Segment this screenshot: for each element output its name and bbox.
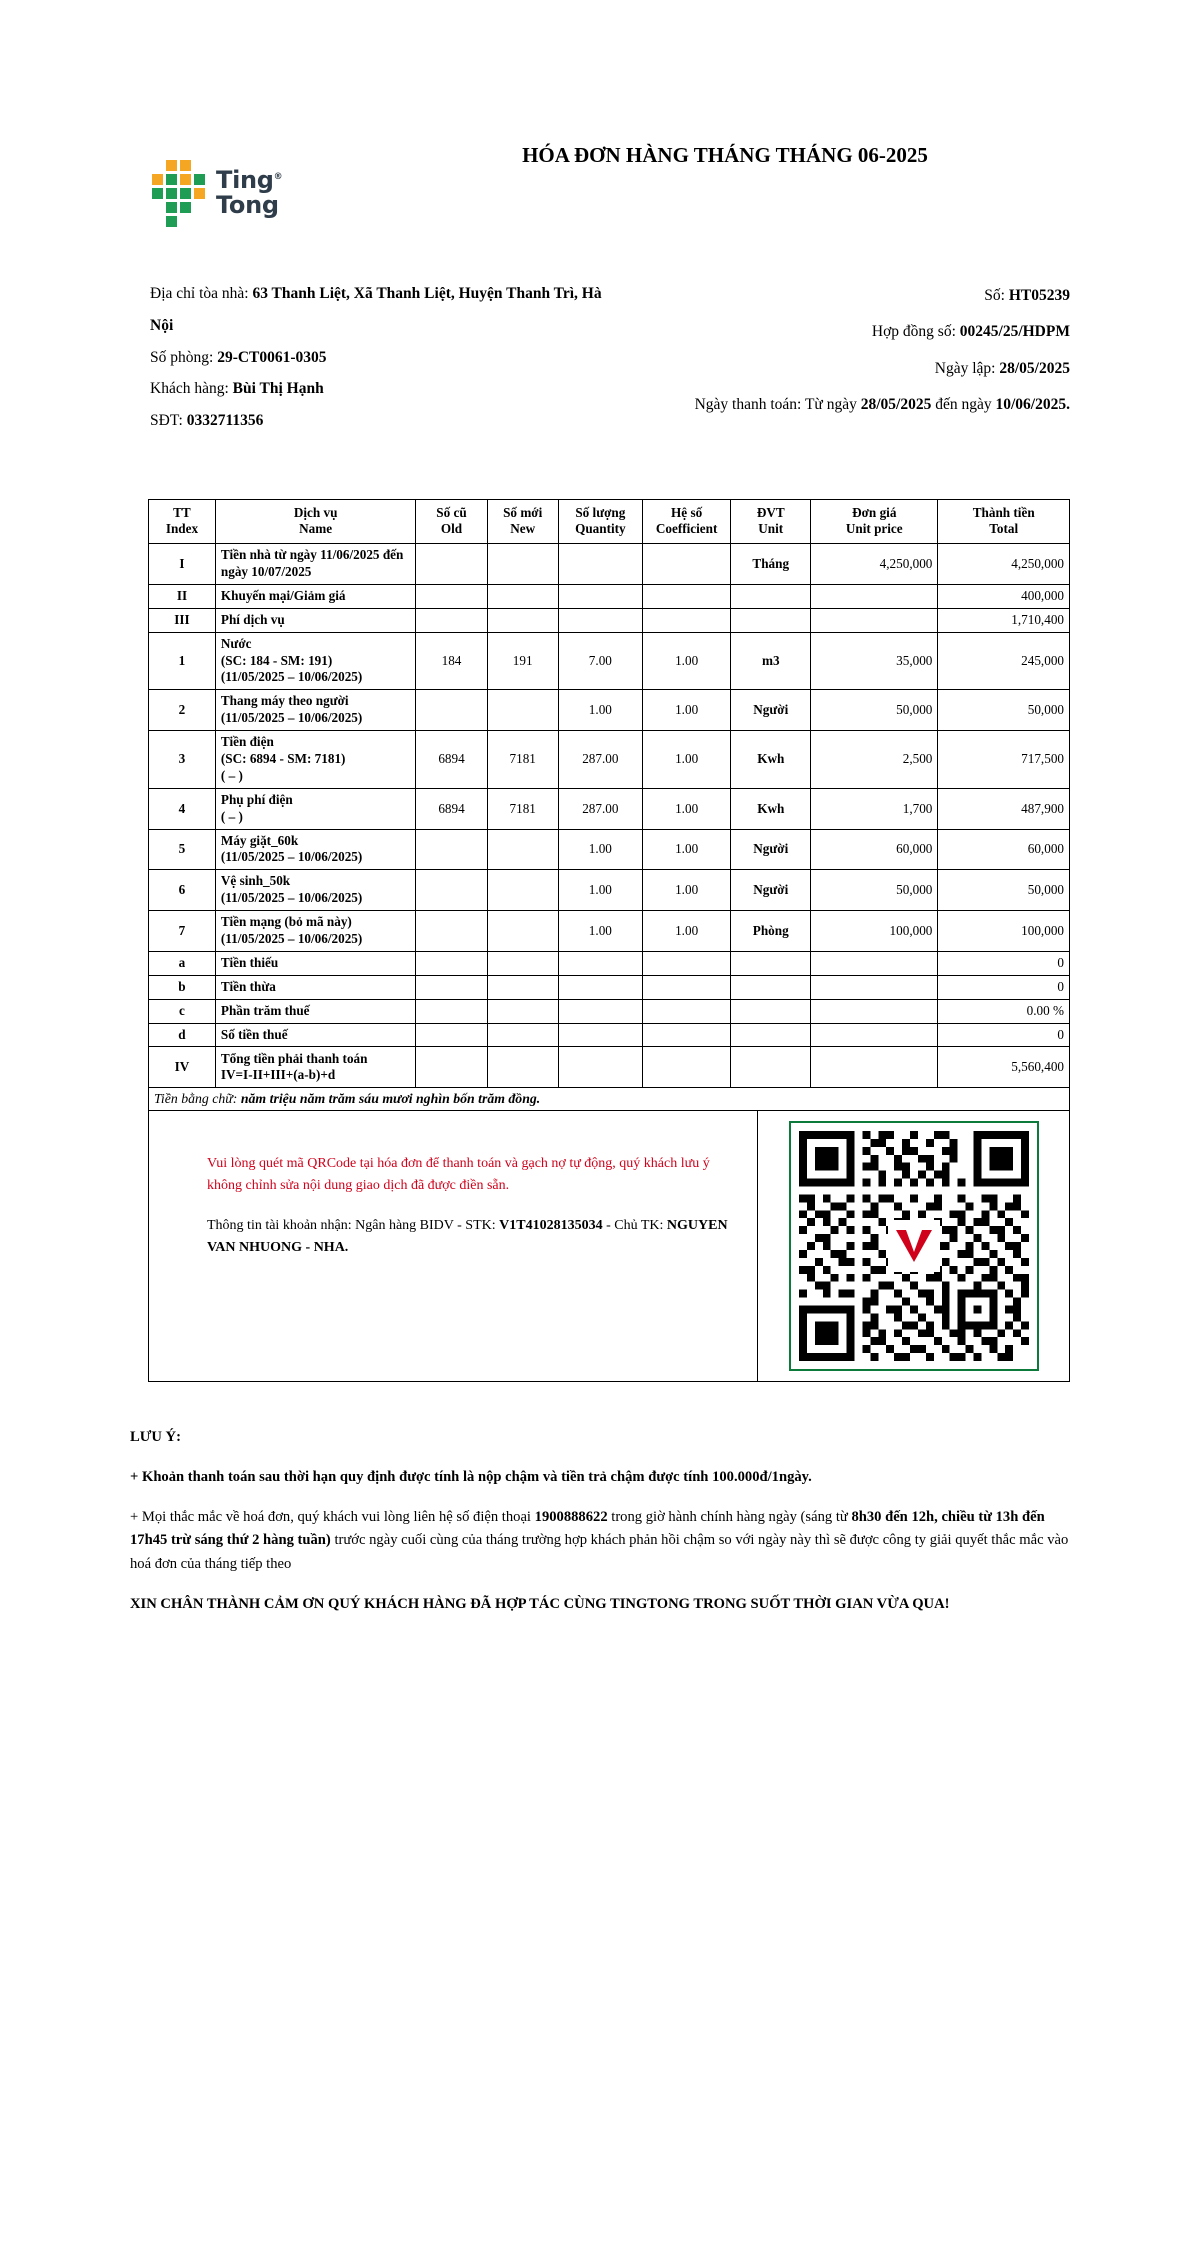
note-hotline-c: trước ngày cuối cùng của tháng trường hợp khách phản hồi chậm so với ngày này thì sẽ được công ty giải quyết thắc mắc vào hoá đơn của tháng tiếp theo	[130, 1532, 1069, 1572]
row-unit	[731, 608, 811, 632]
col-new	[487, 499, 558, 543]
row-quantity: 1.00	[558, 690, 642, 731]
row-unit-price: 35,000	[811, 632, 938, 690]
row-service-name: Nước	[220, 635, 252, 651]
row-index: II	[149, 584, 216, 608]
col-index	[149, 499, 216, 543]
brand-line-1: Ting	[216, 165, 274, 194]
row-old	[416, 608, 487, 632]
invoice-table-wrap	[0, 437, 1200, 1383]
row-quantity	[558, 951, 642, 975]
row-total: 245,000	[938, 632, 1070, 690]
row-service	[215, 543, 416, 584]
col-unit-price	[811, 499, 938, 543]
row-new	[487, 999, 558, 1023]
row-old	[416, 870, 487, 911]
customer-phone	[150, 405, 628, 437]
row-old	[416, 975, 487, 999]
col-service	[215, 499, 416, 543]
row-service	[215, 690, 416, 731]
note-hotline-a: + Mọi thắc mắc về hoá đơn, quý khách vui lòng liên hệ số điện thoại	[130, 1508, 531, 1525]
note-late-payment	[130, 1466, 1070, 1490]
table-row	[149, 911, 1070, 952]
row-service-name: Tiền nhà từ ngày 11/06/2025 đến ngày 10/07/2025	[220, 546, 404, 579]
tingtong-logo-icon	[150, 160, 208, 226]
bank-info-mid: - Chủ TK:	[606, 1217, 664, 1233]
row-total: 4,250,000	[938, 543, 1070, 584]
contract-number-value: 00245/25/HDPM	[959, 323, 1070, 341]
row-quantity	[558, 584, 642, 608]
row-total: 50,000	[938, 690, 1070, 731]
col-service-line2: Name	[299, 521, 333, 537]
row-quantity: 287.00	[558, 731, 642, 789]
brand-registered-mark: ®	[273, 171, 283, 182]
row-service-name: Tiền thừa	[220, 978, 276, 994]
col-old-line2: Old	[440, 521, 463, 537]
row-new	[487, 911, 558, 952]
invoice-meta-left	[150, 278, 628, 437]
payment-qr-block	[148, 1111, 1070, 1382]
row-service-detail: (11/05/2025 – 10/06/2025)	[220, 710, 363, 726]
invoice-number	[628, 278, 1070, 314]
building-address-value: 63 Thanh Liệt, Xã Thanh Liệt, Huyện Thanh Trì, Hà Nội	[150, 285, 602, 334]
row-old	[416, 1047, 487, 1088]
col-index-line2: Index	[165, 521, 199, 537]
row-service-name: Phụ phí điện	[220, 791, 293, 807]
row-service	[215, 788, 416, 829]
row-index: 6	[149, 870, 216, 911]
row-unit-price	[811, 584, 938, 608]
customer-name-label: Khách hàng:	[150, 380, 229, 398]
row-service	[215, 870, 416, 911]
row-unit-price	[811, 1047, 938, 1088]
row-service-name: Phí dịch vụ	[220, 611, 285, 627]
row-new	[487, 690, 558, 731]
row-service	[215, 951, 416, 975]
row-new	[487, 584, 558, 608]
table-row	[149, 870, 1070, 911]
bank-account-number: V1T41028135034	[499, 1217, 603, 1233]
row-coefficient: 1.00	[642, 829, 730, 870]
row-total: 5,560,400	[938, 1047, 1070, 1088]
col-service-line1: Dịch vụ	[293, 504, 338, 520]
invoice-meta	[0, 226, 1200, 437]
row-new	[487, 1023, 558, 1047]
row-unit: Kwh	[731, 731, 811, 789]
row-new	[487, 543, 558, 584]
row-quantity	[558, 975, 642, 999]
row-unit: Người	[731, 829, 811, 870]
col-unit-price-line1: Đơn giá	[852, 504, 897, 520]
row-coefficient	[642, 1047, 730, 1088]
document-header	[0, 0, 1200, 226]
row-index: 5	[149, 829, 216, 870]
table-row	[149, 543, 1070, 584]
row-unit	[731, 584, 811, 608]
row-service-name: Máy giặt_60k	[220, 832, 299, 848]
row-total: 50,000	[938, 870, 1070, 911]
col-old	[416, 499, 487, 543]
note-hotline-hours: 8h30 đến 12h, chiều từ 13h đến 17h45 trừ sáng thứ 2 hàng tuần)	[130, 1508, 1045, 1549]
row-index: c	[149, 999, 216, 1023]
row-coefficient: 1.00	[642, 911, 730, 952]
row-unit	[731, 1047, 811, 1088]
row-service	[215, 584, 416, 608]
row-service-name: Tiền điện	[220, 734, 274, 750]
row-coefficient	[642, 975, 730, 999]
table-row	[149, 829, 1070, 870]
row-service-name: Số tiền thuế	[220, 1026, 288, 1042]
row-coefficient	[642, 1023, 730, 1047]
page-title: HÓA ĐƠN HÀNG THÁNG THÁNG 06-2025	[522, 143, 928, 167]
row-unit: Kwh	[731, 788, 811, 829]
row-coefficient	[642, 584, 730, 608]
row-new: 7181	[487, 788, 558, 829]
contract-number	[628, 314, 1070, 350]
building-address-label: Địa chỉ tòa nhà:	[150, 285, 249, 302]
row-service-detail: (11/05/2025 – 10/06/2025)	[220, 890, 363, 906]
row-unit	[731, 951, 811, 975]
row-total: 0	[938, 975, 1070, 999]
col-new-line1: Số mới	[503, 504, 543, 520]
row-coefficient	[642, 999, 730, 1023]
invoice-table-head	[149, 499, 1070, 543]
table-row	[149, 951, 1070, 975]
row-unit-price: 1,700	[811, 788, 938, 829]
row-old: 6894	[416, 788, 487, 829]
row-coefficient: 1.00	[642, 788, 730, 829]
row-total: 400,000	[938, 584, 1070, 608]
row-old	[416, 999, 487, 1023]
row-total: 0	[938, 1023, 1070, 1047]
col-total-line1: Thành tiền	[972, 504, 1035, 520]
row-service	[215, 829, 416, 870]
row-quantity	[558, 1047, 642, 1088]
issue-date	[628, 351, 1070, 387]
col-total	[938, 499, 1070, 543]
payment-period-from: 28/05/2025	[860, 396, 932, 414]
brand-line-2: Tong	[216, 191, 279, 219]
col-quantity-line2: Quantity	[575, 521, 626, 537]
row-new: 7181	[487, 731, 558, 789]
row-service-detail: (SC: 6894 - SM: 7181) ( – )	[220, 750, 346, 783]
row-old	[416, 1023, 487, 1047]
col-quantity	[558, 499, 642, 543]
row-index: I	[149, 543, 216, 584]
row-new	[487, 870, 558, 911]
note-hotline-b: trong giờ hành chính hàng ngày (sáng từ	[611, 1508, 848, 1525]
table-row-grand-total	[149, 1047, 1070, 1088]
col-coefficient	[642, 499, 730, 543]
footer-notes	[0, 1382, 1200, 1615]
row-index: 4	[149, 788, 216, 829]
row-index: a	[149, 951, 216, 975]
amount-in-words-label: Tiền bằng chữ:	[154, 1091, 238, 1107]
customer-name-value: Bùi Thị Hạnh	[232, 380, 324, 398]
row-new	[487, 975, 558, 999]
room-number	[150, 342, 628, 374]
row-service-detail: (11/05/2025 – 10/06/2025)	[220, 930, 363, 946]
row-unit	[731, 999, 811, 1023]
invoice-number-label: Số:	[984, 287, 1005, 304]
col-unit-line1: ĐVT	[756, 504, 785, 520]
row-service	[215, 1023, 416, 1047]
row-service	[215, 911, 416, 952]
row-index: 2	[149, 690, 216, 731]
row-service-detail: (11/05/2025 – 10/06/2025)	[220, 849, 363, 865]
note-hotline-number: 1900888622	[534, 1508, 608, 1525]
row-old: 184	[416, 632, 487, 690]
row-total: 717,500	[938, 731, 1070, 789]
row-service-name: Vệ sinh_50k	[220, 873, 291, 889]
payment-period	[628, 387, 1070, 423]
row-quantity: 7.00	[558, 632, 642, 690]
bank-info-prefix: Thông tin tài khoản nhận: Ngân hàng BIDV - STK:	[207, 1217, 496, 1233]
row-index: 7	[149, 911, 216, 952]
row-new	[487, 829, 558, 870]
room-number-value: 29-CT0061-0305	[217, 348, 327, 366]
table-row	[149, 632, 1070, 690]
col-new-line2: New	[510, 521, 536, 537]
row-quantity	[558, 1023, 642, 1047]
table-row	[149, 999, 1070, 1023]
invoice-number-value: HT05239	[1008, 287, 1070, 304]
col-quantity-line1: Số lượng	[575, 504, 626, 520]
row-index: IV	[149, 1047, 216, 1088]
row-service	[215, 608, 416, 632]
payment-period-to: 10/06/2025.	[995, 396, 1070, 414]
row-unit	[731, 1023, 811, 1047]
table-row	[149, 1023, 1070, 1047]
row-total: 1,710,400	[938, 608, 1070, 632]
row-service-name: Tiền mạng (bỏ mã này)	[220, 914, 352, 930]
row-service-detail: ( – )	[220, 808, 243, 824]
table-row	[149, 788, 1070, 829]
row-unit-price	[811, 975, 938, 999]
row-unit: Người	[731, 870, 811, 911]
row-unit-price: 60,000	[811, 829, 938, 870]
row-total: 100,000	[938, 911, 1070, 952]
qr-instruction-note: Vui lòng quét mã QRCode tại hóa đơn để thanh toán và gạch nợ tự động, quý khách lưu ý không chỉnh sửa nội dung giao dịch đã được điền sẵn.	[207, 1156, 710, 1194]
row-new	[487, 951, 558, 975]
row-unit-price: 50,000	[811, 690, 938, 731]
row-unit-price: 100,000	[811, 911, 938, 952]
row-service-name: Tiền thiếu	[220, 954, 279, 970]
amount-in-words	[149, 1088, 1070, 1111]
table-row	[149, 690, 1070, 731]
row-quantity	[558, 999, 642, 1023]
col-unit	[731, 499, 811, 543]
row-service	[215, 975, 416, 999]
row-service-name: Tổng tiền phải thanh toán IV=I-II+III+(a-b)+d	[220, 1050, 368, 1083]
row-old	[416, 543, 487, 584]
issue-date-value: 28/05/2025	[999, 359, 1070, 377]
row-service-name: Phần trăm thuế	[220, 1002, 310, 1018]
row-new	[487, 1047, 558, 1088]
col-coefficient-line2: Coefficient	[655, 521, 718, 537]
table-row	[149, 584, 1070, 608]
thank-you-message: XIN CHÂN THÀNH CẢM ƠN QUÝ KHÁCH HÀNG ĐÃ HỢP TÁC CÙNG TINGTONG TRONG SUỐT THỜI GIAN VỪA QUA!	[130, 1595, 950, 1612]
row-unit-price	[811, 999, 938, 1023]
amount-in-words-value: năm triệu năm trăm sáu mươi nghìn bốn trăm đồng.	[240, 1091, 541, 1107]
row-unit: Tháng	[731, 543, 811, 584]
row-old	[416, 690, 487, 731]
row-service-name: Khuyến mại/Giảm giá	[220, 587, 346, 603]
row-new	[487, 608, 558, 632]
note-late-payment-text: + Khoản thanh toán sau thời hạn quy định được tính là nộp chậm và tiền trả chậm được tính 100.000đ/1ngày.	[130, 1469, 812, 1486]
customer-name	[150, 373, 628, 405]
row-index: 3	[149, 731, 216, 789]
invoice-meta-right	[628, 278, 1070, 437]
col-total-line2: Total	[989, 521, 1019, 537]
row-new: 191	[487, 632, 558, 690]
row-unit-price	[811, 1023, 938, 1047]
payment-period-label: Ngày thanh toán: Từ ngày	[694, 396, 857, 414]
row-unit: Người	[731, 690, 811, 731]
qr-code-area	[757, 1111, 1069, 1381]
row-service	[215, 1047, 416, 1088]
payment-period-mid: đến ngày	[935, 396, 992, 414]
qr-code[interactable]	[789, 1121, 1039, 1371]
row-quantity	[558, 608, 642, 632]
col-coefficient-line1: Hệ số	[671, 504, 703, 520]
notes-title: LƯU Ý:	[130, 1429, 181, 1446]
row-unit-price: 2,500	[811, 731, 938, 789]
brand-logo	[150, 140, 340, 226]
row-old	[416, 911, 487, 952]
building-address	[150, 278, 628, 342]
row-total: 60,000	[938, 829, 1070, 870]
row-quantity: 1.00	[558, 870, 642, 911]
row-unit	[731, 975, 811, 999]
row-coefficient	[642, 608, 730, 632]
row-quantity	[558, 543, 642, 584]
row-index: 1	[149, 632, 216, 690]
row-unit: Phòng	[731, 911, 811, 952]
row-service-detail: (SC: 184 - SM: 191) (11/05/2025 – 10/06/2025)	[220, 652, 363, 685]
contract-number-label: Hợp đồng số:	[871, 323, 956, 341]
row-total: 487,900	[938, 788, 1070, 829]
invoice-table	[148, 499, 1070, 1112]
payment-note-area	[149, 1111, 757, 1381]
row-quantity: 287.00	[558, 788, 642, 829]
row-quantity: 1.00	[558, 829, 642, 870]
row-unit-price	[811, 951, 938, 975]
row-service	[215, 999, 416, 1023]
table-row	[149, 975, 1070, 999]
row-index: b	[149, 975, 216, 999]
row-unit-price: 4,250,000	[811, 543, 938, 584]
row-old	[416, 951, 487, 975]
invoice-table-body	[149, 543, 1070, 1111]
row-coefficient: 1.00	[642, 870, 730, 911]
row-coefficient	[642, 543, 730, 584]
heart-logo-icon	[888, 1220, 940, 1272]
table-header-row	[149, 499, 1070, 543]
note-hotline	[130, 1506, 1070, 1577]
row-old: 6894	[416, 731, 487, 789]
row-service	[215, 731, 416, 789]
row-old	[416, 829, 487, 870]
row-unit-price	[811, 608, 938, 632]
col-old-line1: Số cũ	[436, 504, 467, 520]
row-coefficient: 1.00	[642, 731, 730, 789]
col-unit-price-line2: Unit price	[845, 521, 903, 537]
col-unit-line2: Unit	[758, 521, 784, 537]
bank-account-info	[207, 1215, 735, 1260]
table-row	[149, 608, 1070, 632]
row-old	[416, 584, 487, 608]
customer-phone-label: SĐT:	[150, 412, 183, 430]
amount-in-words-row	[149, 1088, 1070, 1111]
customer-phone-value: 0332711356	[186, 412, 264, 430]
brand-wordmark	[216, 165, 283, 219]
bank-account-owner: NGUYEN VAN NHUONG - NHA.	[207, 1217, 728, 1256]
row-service	[215, 632, 416, 690]
row-quantity: 1.00	[558, 911, 642, 952]
row-index: III	[149, 608, 216, 632]
row-service-name: Thang máy theo người	[220, 693, 349, 709]
row-total: 0	[938, 951, 1070, 975]
row-unit: m3	[731, 632, 811, 690]
row-total: 0.00 %	[938, 999, 1070, 1023]
table-row	[149, 731, 1070, 789]
row-index: d	[149, 1023, 216, 1047]
col-index-line1: TT	[173, 504, 191, 520]
row-coefficient	[642, 951, 730, 975]
row-unit-price: 50,000	[811, 870, 938, 911]
row-coefficient: 1.00	[642, 690, 730, 731]
row-coefficient: 1.00	[642, 632, 730, 690]
issue-date-label: Ngày lập:	[934, 359, 996, 377]
room-number-label: Số phòng:	[150, 348, 214, 366]
